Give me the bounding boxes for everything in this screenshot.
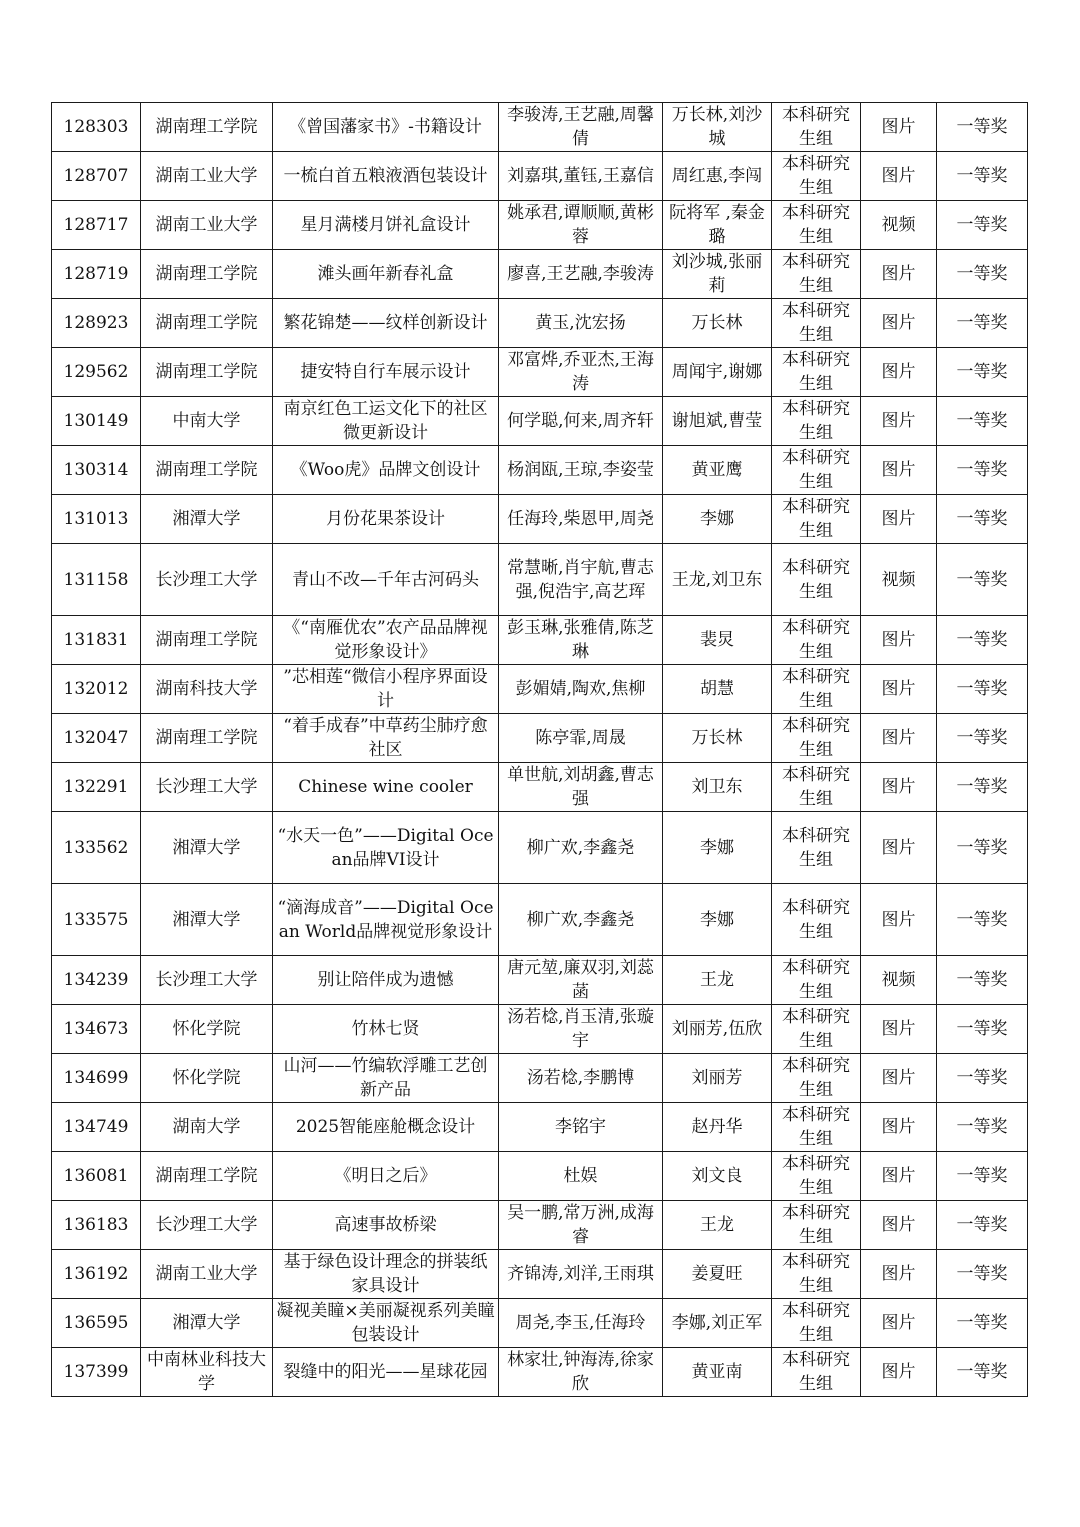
advisor-cell: 王龙 [663,956,772,1005]
advisor-cell: 王龙 [663,1201,772,1250]
entry-id-cell: 136192 [52,1250,141,1299]
work-title-cell: 裂缝中的阳光——星球花园 [273,1348,499,1397]
work-title-cell: 一梳白首五粮液酒包装设计 [273,152,499,201]
table-row [52,884,1028,956]
school-cell: 中南林业科技大学 [141,1348,273,1397]
school-cell: 湖南理工学院 [141,446,273,495]
authors-cell: 单世航,刘胡鑫,曹志强 [499,763,663,812]
work-title-cell: 山河——竹编软浮雕工艺创新产品 [273,1054,499,1103]
entry-id-cell: 128717 [52,201,141,250]
award-cell: 一等奖 [937,665,1028,714]
group-cell: 本科研究生组 [772,544,861,616]
authors-cell: 邓富烨,乔亚杰,王海涛 [499,348,663,397]
authors-cell: 柳广欢,李鑫尧 [499,884,663,956]
award-list-page [51,102,1027,1397]
award-cell: 一等奖 [937,446,1028,495]
authors-cell: 陈亭霏,周晟 [499,714,663,763]
work-title-cell: “滴海成音”——Digital Ocean World品牌视觉形象设计 [273,884,499,956]
entry-id-cell: 134749 [52,1103,141,1152]
award-table [51,102,1028,1397]
work-type-cell: 图片 [861,103,937,152]
school-cell: 湖南理工学院 [141,348,273,397]
table-row [52,1299,1028,1348]
table-row [52,103,1028,152]
group-cell: 本科研究生组 [772,152,861,201]
work-title-cell: 《曾国藩家书》-书籍设计 [273,103,499,152]
group-cell: 本科研究生组 [772,348,861,397]
group-cell: 本科研究生组 [772,1201,861,1250]
authors-cell: 姚承君,谭顺顺,黄彬蓉 [499,201,663,250]
school-cell: 湖南理工学院 [141,103,273,152]
award-cell: 一等奖 [937,348,1028,397]
school-cell: 长沙理工大学 [141,544,273,616]
work-type-cell: 图片 [861,1103,937,1152]
group-cell: 本科研究生组 [772,446,861,495]
school-cell: 湘潭大学 [141,884,273,956]
entry-id-cell: 134239 [52,956,141,1005]
school-cell: 中南大学 [141,397,273,446]
award-cell: 一等奖 [937,1152,1028,1201]
work-type-cell: 视频 [861,201,937,250]
entry-id-cell: 133562 [52,812,141,884]
award-cell: 一等奖 [937,103,1028,152]
table-row [52,1005,1028,1054]
work-type-cell: 图片 [861,1152,937,1201]
award-cell: 一等奖 [937,397,1028,446]
work-type-cell: 视频 [861,544,937,616]
group-cell: 本科研究生组 [772,1054,861,1103]
work-title-cell: Chinese wine cooler [273,763,499,812]
group-cell: 本科研究生组 [772,763,861,812]
work-title-cell: 青山不改—千年古河码头 [273,544,499,616]
school-cell: 长沙理工大学 [141,956,273,1005]
table-row [52,1103,1028,1152]
award-cell: 一等奖 [937,250,1028,299]
table-row [52,1054,1028,1103]
work-type-cell: 图片 [861,884,937,956]
award-cell: 一等奖 [937,616,1028,665]
work-title-cell: 《“南雁优农”农产品品牌视觉形象设计》 [273,616,499,665]
work-title-cell: “着手成春”中草药尘肺疗愈社区 [273,714,499,763]
school-cell: 湘潭大学 [141,495,273,544]
advisor-cell: 刘沙城,张丽莉 [663,250,772,299]
work-title-cell: 《明日之后》 [273,1152,499,1201]
entry-id-cell: 131158 [52,544,141,616]
advisor-cell: 胡慧 [663,665,772,714]
authors-cell: 唐元堃,廉双羽,刘蕊菡 [499,956,663,1005]
award-cell: 一等奖 [937,956,1028,1005]
table-row [52,763,1028,812]
authors-cell: 李铭宇 [499,1103,663,1152]
authors-cell: 彭玉琳,张雅倩,陈芝琳 [499,616,663,665]
work-type-cell: 图片 [861,446,937,495]
school-cell: 湘潭大学 [141,1299,273,1348]
advisor-cell: 黄亚鹰 [663,446,772,495]
award-cell: 一等奖 [937,884,1028,956]
work-title-cell: ”芯相莲“微信小程序界面设计 [273,665,499,714]
table-row [52,956,1028,1005]
entry-id-cell: 131831 [52,616,141,665]
table-row [52,616,1028,665]
advisor-cell: 刘丽芳 [663,1054,772,1103]
work-title-cell: 《Woo虎》品牌文创设计 [273,446,499,495]
advisor-cell: 谢旭斌,曹莹 [663,397,772,446]
advisor-cell: 李娜 [663,884,772,956]
authors-cell: 汤若棯,肖玉清,张璇宇 [499,1005,663,1054]
advisor-cell: 王龙,刘卫东 [663,544,772,616]
table-row [52,446,1028,495]
advisor-cell: 万长林 [663,299,772,348]
work-title-cell: 星月满楼月饼礼盒设计 [273,201,499,250]
authors-cell: 刘嘉琪,董钰,王嘉信 [499,152,663,201]
table-row [52,1250,1028,1299]
advisor-cell: 万长林,刘沙城 [663,103,772,152]
authors-cell: 任海玲,柴恩甲,周尧 [499,495,663,544]
award-cell: 一等奖 [937,1005,1028,1054]
group-cell: 本科研究生组 [772,495,861,544]
school-cell: 湖南科技大学 [141,665,273,714]
table-row [52,348,1028,397]
entry-id-cell: 136081 [52,1152,141,1201]
table-row [52,397,1028,446]
group-cell: 本科研究生组 [772,956,861,1005]
school-cell: 湖南大学 [141,1103,273,1152]
work-type-cell: 图片 [861,1250,937,1299]
group-cell: 本科研究生组 [772,616,861,665]
table-row [52,1201,1028,1250]
work-title-cell: 2025智能座舱概念设计 [273,1103,499,1152]
work-title-cell: 基于绿色设计理念的拼装纸家具设计 [273,1250,499,1299]
authors-cell: 李骏涛,王艺融,周馨倩 [499,103,663,152]
award-cell: 一等奖 [937,1348,1028,1397]
work-title-cell: 南京红色工运文化下的社区微更新设计 [273,397,499,446]
school-cell: 湖南理工学院 [141,250,273,299]
entry-id-cell: 128923 [52,299,141,348]
work-type-cell: 图片 [861,1201,937,1250]
award-cell: 一等奖 [937,812,1028,884]
work-type-cell: 图片 [861,1054,937,1103]
entry-id-cell: 136183 [52,1201,141,1250]
group-cell: 本科研究生组 [772,1348,861,1397]
table-row [52,201,1028,250]
work-title-cell: 别让陪伴成为遗憾 [273,956,499,1005]
authors-cell: 廖喜,王艺融,李骏涛 [499,250,663,299]
group-cell: 本科研究生组 [772,1250,861,1299]
entry-id-cell: 133575 [52,884,141,956]
advisor-cell: 李娜 [663,495,772,544]
award-table-body [52,103,1028,1397]
group-cell: 本科研究生组 [772,201,861,250]
work-type-cell: 图片 [861,1348,937,1397]
school-cell: 湖南理工学院 [141,616,273,665]
work-type-cell: 图片 [861,665,937,714]
award-cell: 一等奖 [937,763,1028,812]
entry-id-cell: 132291 [52,763,141,812]
work-type-cell: 图片 [861,812,937,884]
entry-id-cell: 129562 [52,348,141,397]
entry-id-cell: 134673 [52,1005,141,1054]
table-row [52,250,1028,299]
entry-id-cell: 128707 [52,152,141,201]
work-title-cell: 月份花果茶设计 [273,495,499,544]
authors-cell: 杜娱 [499,1152,663,1201]
school-cell: 湖南工业大学 [141,201,273,250]
group-cell: 本科研究生组 [772,250,861,299]
award-cell: 一等奖 [937,1201,1028,1250]
group-cell: 本科研究生组 [772,812,861,884]
authors-cell: 周尧,李玉,任海玲 [499,1299,663,1348]
entry-id-cell: 130149 [52,397,141,446]
work-title-cell: 高速事故桥梁 [273,1201,499,1250]
entry-id-cell: 137399 [52,1348,141,1397]
advisor-cell: 李娜,刘正军 [663,1299,772,1348]
entry-id-cell: 136595 [52,1299,141,1348]
work-type-cell: 图片 [861,152,937,201]
table-row [52,544,1028,616]
award-cell: 一等奖 [937,299,1028,348]
authors-cell: 齐锦涛,刘洋,王雨琪 [499,1250,663,1299]
table-row [52,1152,1028,1201]
advisor-cell: 姜夏旺 [663,1250,772,1299]
entry-id-cell: 132047 [52,714,141,763]
group-cell: 本科研究生组 [772,1299,861,1348]
advisor-cell: 黄亚南 [663,1348,772,1397]
advisor-cell: 赵丹华 [663,1103,772,1152]
work-title-cell: 滩头画年新春礼盒 [273,250,499,299]
school-cell: 怀化学院 [141,1054,273,1103]
advisor-cell: 裴炅 [663,616,772,665]
work-title-cell: 竹林七贤 [273,1005,499,1054]
school-cell: 湖南工业大学 [141,152,273,201]
entry-id-cell: 131013 [52,495,141,544]
school-cell: 湘潭大学 [141,812,273,884]
award-cell: 一等奖 [937,495,1028,544]
award-cell: 一等奖 [937,1250,1028,1299]
advisor-cell: 万长林 [663,714,772,763]
table-row [52,812,1028,884]
authors-cell: 常慧晰,肖宇航,曹志强,倪浩宇,高艺珲 [499,544,663,616]
school-cell: 长沙理工大学 [141,763,273,812]
group-cell: 本科研究生组 [772,884,861,956]
award-cell: 一等奖 [937,201,1028,250]
entry-id-cell: 128719 [52,250,141,299]
award-cell: 一等奖 [937,1103,1028,1152]
award-cell: 一等奖 [937,544,1028,616]
work-type-cell: 图片 [861,250,937,299]
entry-id-cell: 128303 [52,103,141,152]
school-cell: 湖南理工学院 [141,714,273,763]
school-cell: 怀化学院 [141,1005,273,1054]
award-cell: 一等奖 [937,1299,1028,1348]
authors-cell: 吴一鹏,常万洲,成海睿 [499,1201,663,1250]
authors-cell: 彭媚婧,陶欢,焦柳 [499,665,663,714]
entry-id-cell: 134699 [52,1054,141,1103]
table-row [52,299,1028,348]
table-row [52,665,1028,714]
authors-cell: 柳广欢,李鑫尧 [499,812,663,884]
advisor-cell: 刘卫东 [663,763,772,812]
group-cell: 本科研究生组 [772,1152,861,1201]
work-title-cell: 捷安特自行车展示设计 [273,348,499,397]
advisor-cell: 阮将军 ,秦金璐 [663,201,772,250]
group-cell: 本科研究生组 [772,299,861,348]
advisor-cell: 周闻宇,谢娜 [663,348,772,397]
authors-cell: 何学聪,何来,周齐轩 [499,397,663,446]
school-cell: 长沙理工大学 [141,1201,273,1250]
group-cell: 本科研究生组 [772,1103,861,1152]
work-type-cell: 图片 [861,348,937,397]
work-type-cell: 图片 [861,397,937,446]
table-row [52,495,1028,544]
award-cell: 一等奖 [937,714,1028,763]
authors-cell: 杨润瓯,王琼,李姿莹 [499,446,663,495]
authors-cell: 汤若棯,李鹏博 [499,1054,663,1103]
group-cell: 本科研究生组 [772,714,861,763]
award-cell: 一等奖 [937,1054,1028,1103]
work-type-cell: 视频 [861,956,937,1005]
advisor-cell: 刘文良 [663,1152,772,1201]
award-cell: 一等奖 [937,152,1028,201]
school-cell: 湖南理工学院 [141,299,273,348]
table-row [52,1348,1028,1397]
work-type-cell: 图片 [861,495,937,544]
entry-id-cell: 132012 [52,665,141,714]
work-type-cell: 图片 [861,1005,937,1054]
work-type-cell: 图片 [861,616,937,665]
table-row [52,152,1028,201]
entry-id-cell: 130314 [52,446,141,495]
group-cell: 本科研究生组 [772,397,861,446]
group-cell: 本科研究生组 [772,1005,861,1054]
authors-cell: 林家壮,钟海涛,徐家欣 [499,1348,663,1397]
group-cell: 本科研究生组 [772,103,861,152]
authors-cell: 黄玉,沈宏扬 [499,299,663,348]
work-type-cell: 图片 [861,299,937,348]
work-type-cell: 图片 [861,763,937,812]
work-type-cell: 图片 [861,1299,937,1348]
work-title-cell: “水天一色”——Digital Ocean品牌VI设计 [273,812,499,884]
work-type-cell: 图片 [861,714,937,763]
work-title-cell: 凝视美瞳×美丽凝视系列美瞳包装设计 [273,1299,499,1348]
advisor-cell: 刘丽芳,伍欣 [663,1005,772,1054]
group-cell: 本科研究生组 [772,665,861,714]
work-title-cell: 繁花锦楚——纹样创新设计 [273,299,499,348]
advisor-cell: 周红惠,李闯 [663,152,772,201]
table-row [52,714,1028,763]
school-cell: 湖南工业大学 [141,1250,273,1299]
advisor-cell: 李娜 [663,812,772,884]
school-cell: 湖南理工学院 [141,1152,273,1201]
